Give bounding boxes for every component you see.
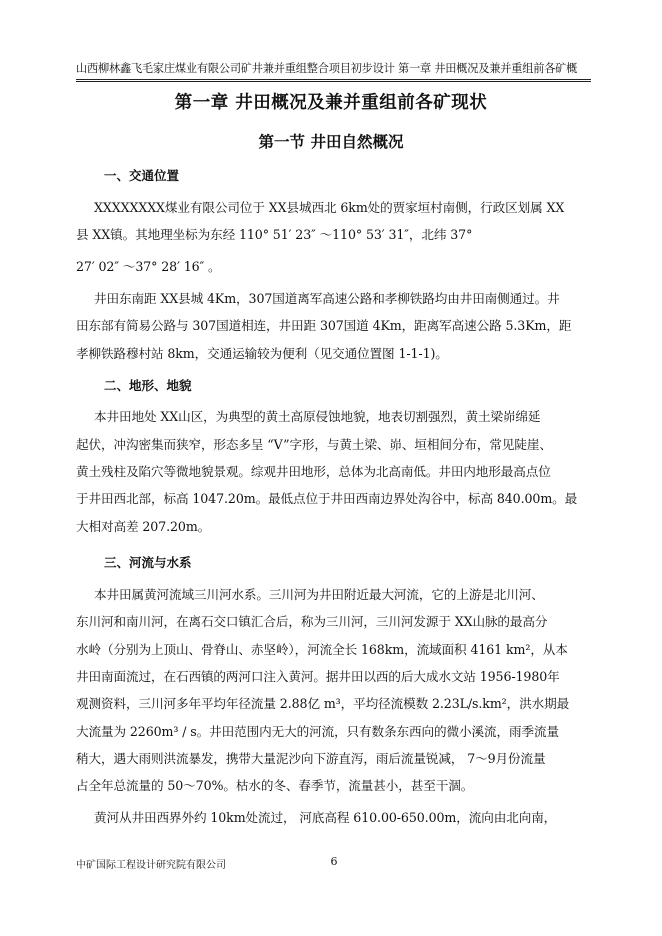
paragraph-line: 大流量为 2260m³ / s。井田范围内无大的河流，只有数条东西向的微小溪流，雨季流量 — [76, 724, 559, 739]
paragraph-line: XXXXXXXX煤业有限公司位于 XX县城西北 6km处的贾家垣村南侧，行政区划属 XX — [94, 200, 565, 215]
footer-institute: 中矿国际工程设计研究院有限公司 — [76, 860, 226, 871]
paragraph-line: 本井田属黄河流域三川河水系。三川河为井田附近最大河流，它的上游是北川河、 — [94, 587, 544, 602]
paragraph-line: 东川河和南川河，在离石交口镇汇合后，称为三川河，三川河发源于 XX山脉的最高分 — [76, 614, 548, 629]
paragraph-line: 本井田地处 XX山区，为典型的黄土高原侵蚀地貌，地表切割强烈，黄土梁峁绵延 — [94, 409, 541, 424]
paragraph-line: 黄河从井田西界外约 10km处流过， 河底高程 610.00-650.00m，流向由北向南， — [94, 810, 557, 825]
paragraph-line: 观测资料，三川河多年平均年径流量 2.88亿 m³，平均径流模数 2.23L/s.km²，洪水期最 — [76, 696, 570, 711]
paragraph-line: 井田东南距 XX县城 4Km，307国道离军高速公路和孝柳铁路均由井田南侧通过。井 — [94, 291, 560, 306]
paragraph-line: 孝柳铁路穆村站 8km，交通运输较为便利（见交通位置图 1-1-1)。 — [76, 346, 448, 361]
paragraph-line: 占全年总流量的 50～70%。枯水的冬、春季节，流量甚小，甚至干涸。 — [76, 778, 474, 793]
running-header: 山西柳林鑫飞毛家庄煤业有限公司矿井兼并重组整合项目初步设计 第一章 井田概况及兼并重组前各矿概 — [76, 62, 578, 75]
heading-rivers: 三、河流与水系 — [104, 555, 192, 570]
header-divider — [76, 79, 591, 82]
paragraph-line: 27′ 02″ ～37° 28′ 16″ 。 — [76, 259, 221, 274]
page-number: 6 — [330, 855, 338, 868]
paragraph-line: 水岭（分别为上顶山、骨脊山、赤坚岭），河流全长 168km，流域面积 4161 km²，从本 — [76, 642, 568, 657]
paragraph-line: 井田南面流过，在石西镇的两河口注入黄河。据井田以西的后大成水文站 1956-1980年 — [76, 669, 560, 684]
section-title: 第一节 井田自然概况 — [258, 133, 404, 151]
paragraph-line: 于井田西北部，标高 1047.20m。最低点位于井田西南边界处沟谷中，标高 840.00m。最 — [76, 491, 578, 506]
paragraph-line: 稍大，遇大雨则洪流暴发，携带大量泥沙向下游直泻，雨后流量锐减， 7～9月份流量 — [76, 751, 546, 766]
paragraph-line: 黄土残柱及陷穴等微地貌景观。综观井田地形，总体为北高南低。井田内地形最高点位 — [76, 464, 551, 479]
chapter-title: 第一章 井田概况及兼并重组前各矿现状 — [174, 93, 488, 113]
paragraph-line: 起伏，冲沟密集而狭窄，形态多呈 “V”字形，与黄土梁、峁、垣相间分布，常见陡崖、 — [76, 437, 552, 452]
paragraph-line: 大相对高差 207.20m。 — [76, 519, 211, 534]
paragraph-line: 县 XX镇。其地理坐标为东经 110° 51′ 23″ ～110° 53′ 31″，北纬 37° — [76, 227, 473, 242]
paragraph-line: 田东部有简易公路与 307国道相连，井田距 307国道 4Km，距离军高速公路 5.3Km，距 — [76, 318, 572, 333]
heading-terrain: 二、地形、地貌 — [104, 378, 192, 393]
heading-traffic-location: 一、交通位置 — [104, 168, 180, 183]
